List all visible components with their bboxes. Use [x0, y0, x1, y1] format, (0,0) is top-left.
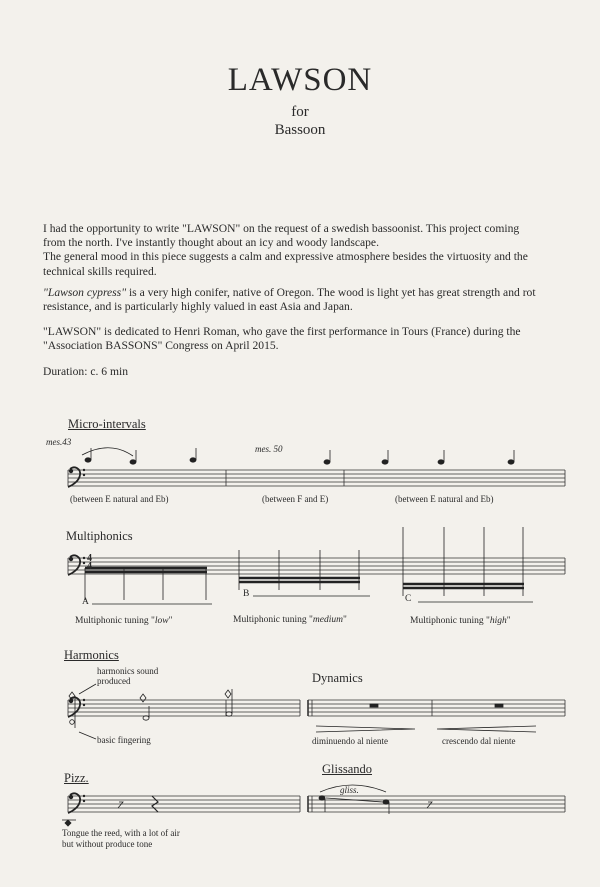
dynamics-cresc: crescendo dal niente: [442, 736, 516, 746]
multiphonic-caption-medium: [233, 615, 347, 625]
time-sig-top: 4: [87, 553, 92, 564]
multiphonic-label-c: C: [405, 594, 412, 604]
micro-caption-2: (between F and E): [262, 494, 329, 504]
caption-quote: ": [506, 616, 511, 626]
caption-word: medium: [312, 615, 343, 625]
micro-intervals-heading: Micro-intervals: [68, 417, 146, 431]
glissando-staff: [308, 796, 565, 812]
harmonics-sound-note: [97, 666, 158, 686]
note-line: produced: [97, 676, 131, 686]
harmonics-staff: [68, 700, 300, 716]
pizz-notes: [62, 796, 158, 826]
multiphonic-caption-high: [410, 616, 511, 626]
caption-prefix: Multiphonic tuning ": [410, 616, 490, 626]
pizz-heading: Pizz.: [64, 771, 89, 785]
micro-caption-1: (between E natural and Eb): [70, 494, 169, 504]
note-line: harmonics sound: [97, 666, 159, 676]
intro-line: The general mood in this piece suggests a calm and expressive atmosphere besides the virtuosity and the: [43, 250, 528, 264]
glissando-heading: Glissando: [322, 762, 372, 776]
measure-label: mes. 50: [255, 444, 283, 454]
multiphonic-caption-low: [75, 616, 173, 626]
subtitle-for: for: [291, 104, 309, 120]
intro-line: from the north. I've instantly thought about an icy and woody landscape.: [43, 236, 379, 250]
caption-prefix: Multiphonic tuning ": [233, 615, 313, 625]
intro-line: "LAWSON" is dedicated to Henri Roman, who gave the first performance in Tours (France) during the: [43, 325, 521, 338]
caption-prefix: Multiphonic tuning ": [75, 616, 155, 626]
intro-line: resistance, and is particularly highly valued in east Asia and Japan.: [43, 300, 353, 314]
subtitle-instrument: Bassoon: [274, 122, 326, 138]
harmonics-heading: Harmonics: [64, 648, 119, 662]
dynamics-staff: [308, 700, 565, 716]
harmonics-notes: [69, 684, 232, 739]
dynamics-heading: Dynamics: [312, 671, 363, 685]
caption-word: high: [489, 616, 507, 626]
micro-caption-3: (between E natural and Eb): [395, 494, 494, 504]
measure-label: mes.43: [46, 437, 72, 447]
intro-text: is a very high conifer, native of Oregon. The wood is light yet has great strength and rot: [126, 286, 536, 299]
italic-term: "Lawson cypress": [43, 286, 127, 299]
harmonics-basic-fingering: basic fingering: [97, 735, 151, 745]
caption-quote: ": [342, 615, 347, 625]
caption-word: low: [154, 616, 169, 626]
piece-title: LAWSON: [227, 62, 373, 98]
pizz-staff: [68, 796, 300, 812]
micro-staff: [68, 470, 565, 486]
multiphonics-heading: Multiphonics: [66, 529, 133, 543]
desc-line: but without produce tone: [62, 839, 153, 849]
gliss-label: gliss.: [340, 785, 359, 795]
multiphonic-label-b: B: [243, 589, 250, 599]
glissando-notes: [319, 785, 432, 814]
multiphonic-label-a: A: [82, 597, 89, 607]
caption-quote: ": [168, 616, 173, 626]
intro-line: "Association BASSONS" Congress on April 2015.: [43, 339, 279, 353]
desc-line: Tongue the reed, with a lot of air: [62, 828, 180, 838]
multiphonics-chords: [85, 527, 533, 604]
time-sig-bottom: 4: [87, 561, 92, 572]
pizz-description: [62, 828, 180, 850]
duration: Duration: c. 6 min: [43, 365, 129, 378]
time-signature: [87, 555, 92, 571]
intro-line: I had the opportunity to write "LAWSON" on the request of a swedish bassoonist. This project coming: [43, 222, 520, 235]
intro-line: technical skills required.: [43, 264, 157, 278]
micro-notes: [82, 448, 514, 464]
dynamics-dim: diminuendo al niente: [312, 736, 388, 746]
